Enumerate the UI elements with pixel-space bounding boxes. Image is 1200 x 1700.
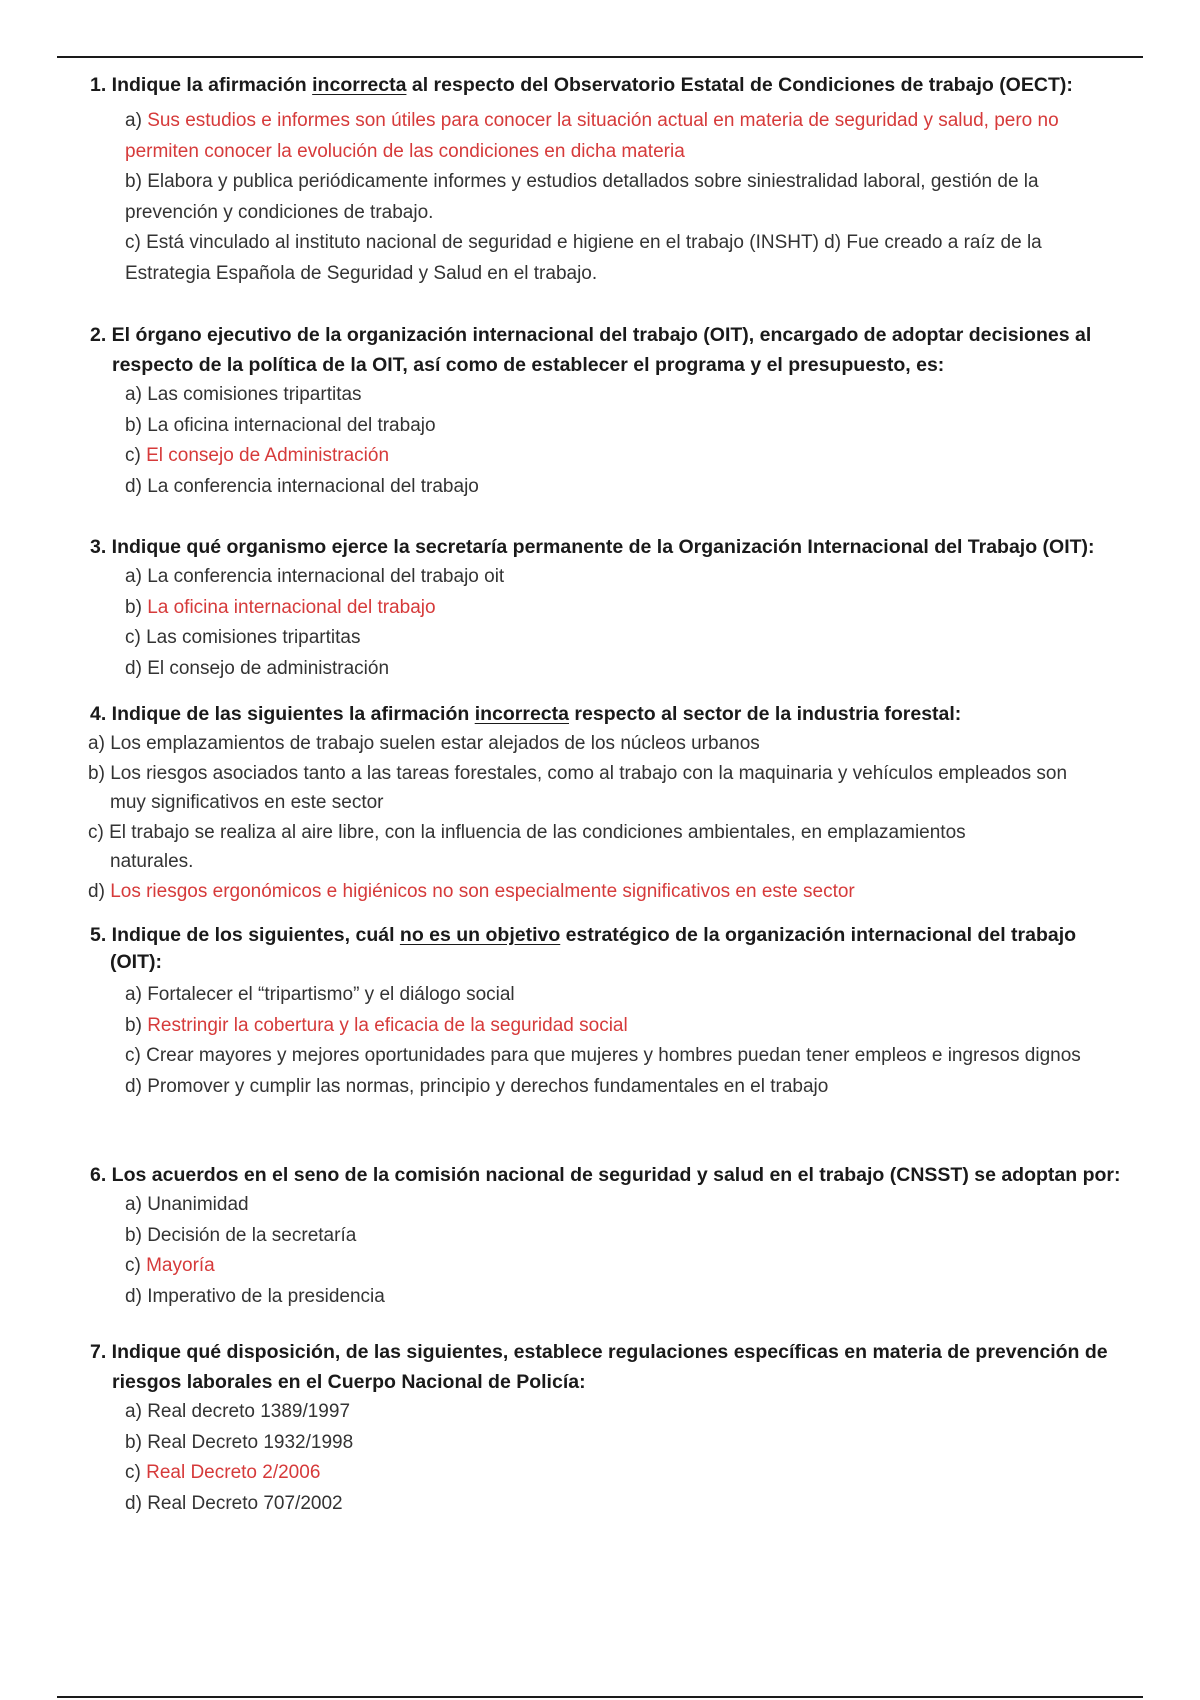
option-a[interactable]: a) La conferencia internacional del trabajo oit <box>125 566 505 587</box>
option-b[interactable]: b) Real Decreto 1932/1998 <box>125 1431 354 1453</box>
title-underlined: incorrecta <box>474 703 569 725</box>
question-6 <box>90 1160 1170 1312</box>
option-d[interactable]: d) La conferencia internacional del trabajo <box>125 475 479 497</box>
option-c[interactable]: c) El trabajo se realiza al aire libre, con la influencia de las condiciones ambientales, en emplazamientos naturales. <box>88 821 966 872</box>
option-b[interactable]: b) Elabora y publica periódicamente informes y estudios detallados sobre siniestralidad laboral, gestión de la prevención y condiciones de trabajo. <box>125 171 1039 223</box>
question-1 <box>90 70 1130 289</box>
option-d[interactable]: d) Los riesgos ergonómicos e higiénicos no son especialmente significativos en este sector <box>88 880 855 902</box>
option-d[interactable]: d) Real Decreto 707/2002 <box>125 1492 343 1514</box>
question-2 <box>90 320 1130 502</box>
option-b[interactable]: b) Decisión de la secretaría <box>125 1224 357 1246</box>
title-underlined: incorrecta <box>312 74 407 96</box>
title-underlined: no es un objetivo <box>399 924 561 946</box>
question-title: 2. El órgano ejecutivo de la organización internacional del trabajo (OIT), encargado de adoptar decisiones al respecto de la política de la OIT, así como de establecer el programa y el presupuesto, es: <box>90 324 1092 376</box>
question-4 <box>90 700 1130 906</box>
question-title: 4. Indique de las siguientes la afirmación incorrecta respecto al sector de la industria forestal: <box>90 703 962 725</box>
question-3 <box>90 532 1170 684</box>
question-7 <box>90 1337 1130 1519</box>
option-d[interactable]: d) Imperativo de la presidencia <box>125 1285 385 1307</box>
option-a[interactable]: a) Los emplazamientos de trabajo suelen estar alejados de los núcleos urbanos <box>88 733 760 754</box>
question-title <box>90 70 1130 100</box>
option-a[interactable]: a) Unanimidad <box>125 1194 249 1215</box>
footer-rule <box>57 1696 1143 1698</box>
question-title: 6. Los acuerdos en el seno de la comisión nacional de seguridad y salud en el trabajo (CNSST) se adoptan por: <box>90 1164 1121 1186</box>
option-d[interactable]: d) El consejo de administración <box>125 657 390 679</box>
option-c[interactable]: c) Mayoría <box>125 1255 215 1276</box>
option-b[interactable]: b) La oficina internacional del trabajo <box>125 596 436 618</box>
option-b[interactable]: b) Restringir la cobertura y la eficacia de la seguridad social <box>125 1014 628 1036</box>
option-c[interactable]: c) El consejo de Administración <box>125 445 390 466</box>
title-text: 1. Indique la afirmación <box>90 74 313 96</box>
option-a[interactable]: a) Sus estudios e informes son útiles para conocer la situación actual en materia de seguridad y salud, pero no permiten conocer la evolución de las condiciones en dicha materia <box>125 110 1059 162</box>
option-b[interactable]: b) La oficina internacional del trabajo <box>125 414 436 436</box>
option-c[interactable]: c) Las comisiones tripartitas <box>125 627 361 648</box>
question-5 <box>90 922 1130 1102</box>
option-d[interactable]: d) Promover y cumplir las normas, principio y derechos fundamentales en el trabajo <box>125 1075 829 1097</box>
option-c[interactable]: c) Está vinculado al instituto nacional de seguridad e higiene en el trabajo (INSHT) d) Fue creado a raíz de la Estrategia Española de Seguridad y Salud en el trabajo. <box>125 232 1042 284</box>
question-title: 5. Indique de los siguientes, cuál no es un objetivo estratégico de la organización internacional del trabajo (OIT): <box>90 924 1077 973</box>
question-title: 7. Indique qué disposición, de las siguientes, establece regulaciones específicas en materia de prevención de riesgos laborales en el Cuerpo Nacional de Policía: <box>90 1341 1108 1393</box>
option-a[interactable]: a) Fortalecer el “tripartismo” y el diálogo social <box>125 984 515 1005</box>
option-b[interactable]: b) Los riesgos asociados tanto a las tareas forestales, como al trabajo con la maquinaria y vehículos empleados son muy significativos en este sector <box>88 762 1068 813</box>
option-a[interactable]: a) Real decreto 1389/1997 <box>125 1401 351 1422</box>
title-text: al respecto del Observatorio Estatal de Condiciones de trabajo (OECT): <box>406 74 1073 96</box>
question-title: 3. Indique qué organismo ejerce la secretaría permanente de la Organización Internacional del Trabajo (OIT): <box>90 536 1095 558</box>
option-c[interactable]: c) Real Decreto 2/2006 <box>125 1462 321 1483</box>
option-a[interactable]: a) Las comisiones tripartitas <box>125 384 362 405</box>
option-c[interactable]: c) Crear mayores y mejores oportunidades para que mujeres y hombres puedan tener empleos e ingresos dignos <box>125 1045 1081 1066</box>
header-rule <box>57 56 1143 58</box>
